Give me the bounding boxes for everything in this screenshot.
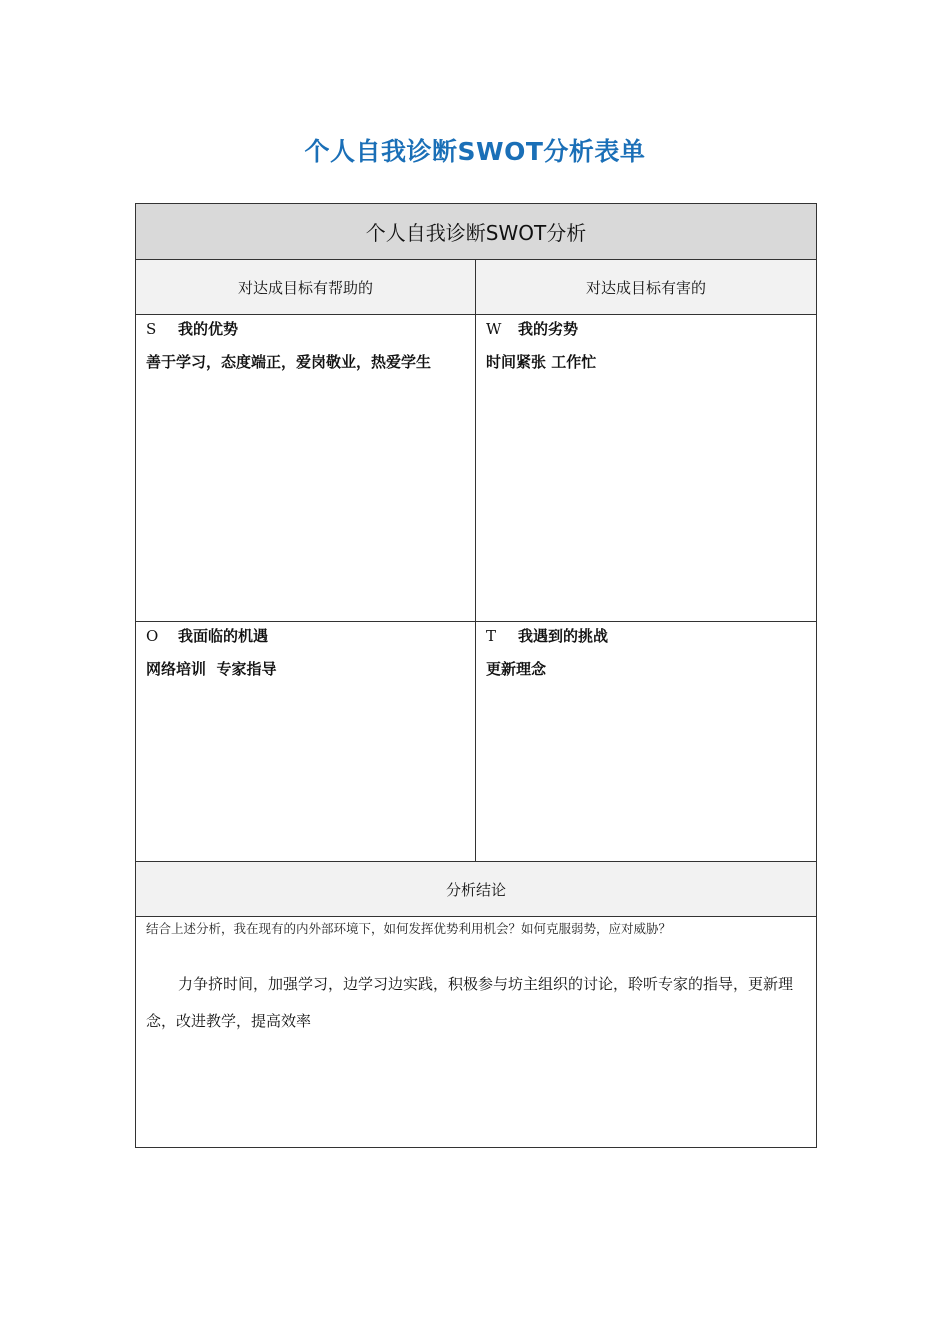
document-title: 个人自我诊断SWOT分析表单 [304, 137, 646, 166]
conclusion-cell [136, 917, 817, 1148]
opportunities-content: 网络培训 专家指导 [146, 660, 277, 678]
strengths-letter: S [146, 320, 157, 338]
threats-cell [476, 622, 817, 862]
opportunities-cell [136, 622, 476, 862]
opportunities-letter: O [146, 627, 159, 645]
swot-table [135, 203, 817, 1148]
helpful-header: 对达成目标有帮助的 [136, 260, 476, 315]
weaknesses-letter: W [486, 320, 502, 338]
strengths-cell [136, 315, 476, 622]
weaknesses-label: 我的劣势 [518, 320, 579, 338]
conclusion-answer: 力争挤时间，加强学习，边学习边实践，积极参与坊主组织的讨论，聆听专家的指导，更新理念，改进教学，提高效率 [146, 975, 794, 1030]
harmful-header: 对达成目标有害的 [476, 260, 817, 315]
strengths-content: 善于学习，态度端正，爱岗敬业，热爱学生 [146, 353, 432, 371]
threats-content: 更新理念 [486, 660, 547, 678]
table-header: 个人自我诊断SWOT分析 [136, 204, 817, 260]
threats-label: 我遇到的挑战 [518, 627, 609, 645]
conclusion-heading: 分析结论 [136, 862, 817, 917]
threats-letter: T [486, 627, 497, 645]
weaknesses-content: 时间紧张 工作忙 [486, 353, 597, 371]
weaknesses-cell [476, 315, 817, 622]
opportunities-label: 我面临的机遇 [178, 627, 269, 645]
strengths-label: 我的优势 [178, 320, 239, 338]
conclusion-question: 结合上述分析，我在现有的内外部环境下，如何发挥优势利用机会？如何克服弱势，应对威胁？ [146, 921, 672, 936]
